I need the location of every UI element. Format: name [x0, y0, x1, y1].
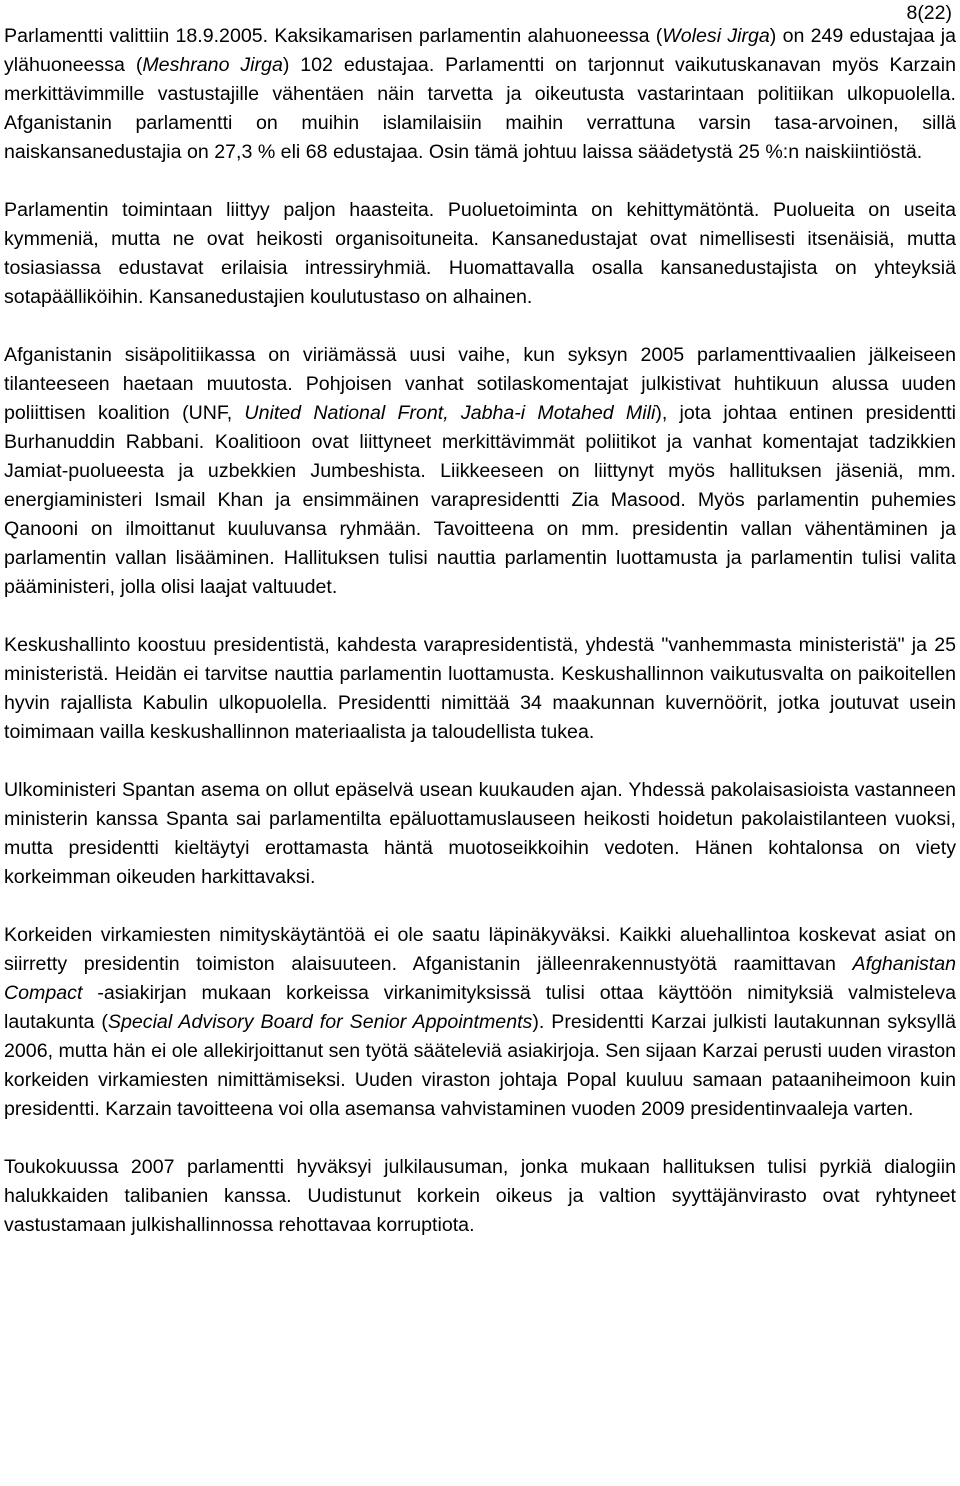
paragraph-appointments	[4, 921, 956, 1124]
text-segment: Afganistanin sisäpolitiikassa on viriämässä uusi vaihe, kun syksyn 2005 parlamenttivaalien jälkeiseen tilanteeseen haetaan muutosta. Pohjoisen vanhat sotilaskomentajat julkistivat huhtikuun alussa uuden poliittisen koalition (UNF,	[4, 344, 956, 424]
text-segment-italic: United National Front, Jabha-i Motahed Mili	[244, 402, 656, 424]
text-segment: Keskushallinto koostuu presidentistä, kahdesta varapresidentistä, yhdestä "vanhemmasta ministeristä" ja 25 ministeristä. Heidän ei tarvitse nauttia parlamentin luottamusta. Keskushallinnon vaikutusvalta on paikoitellen hyvin rajallista Kabulin ulkopuolella. Presidentti nimittää 34 maakunnan kuvernöörit, jotka joutuvat usein toimimaan vailla keskushallinnon materiaalista ja taloudellista tukea.	[4, 634, 956, 743]
paragraph-taliban-dialogue	[4, 1153, 956, 1240]
paragraph-foreign-minister	[4, 776, 956, 892]
text-segment: -asiakirjan mukaan korkeissa virkanimityksissä tulisi ottaa käyttöön nimityksiä valmisteleva lautakunta (	[4, 982, 956, 1033]
text-segment: Toukokuussa 2007 parlamentti hyväksyi julkilausuman, jonka mukaan hallituksen tulisi pyrkiä dialogiin halukkaiden talibanien kanssa. Uudistunut korkein oikeus ja valtion syyttäjänvirasto ovat ryhtyneet vastustamaan julkishallinnossa rehottavaa korruptiota.	[4, 1156, 956, 1236]
text-segment: Parlamentin toimintaan liittyy paljon haasteita. Puoluetoiminta on kehittymätöntä. Puolueita on useita kymmeniä, mutta ne ovat heikosti organisoituneita. Kansanedustajat ovat nimellisesti itsenäisiä, mutta tosiasiassa edustavat erilaisia intressiryhmiä. Huomattavalla osalla kansanedustajista on yhteyksiä sotapäälliköihin. Kansanedustajien koulutustaso on alhainen.	[4, 199, 956, 308]
paragraph-central-government	[4, 631, 956, 747]
text-segment-italic: Special Advisory Board for Senior Appointments	[107, 1011, 533, 1033]
text-segment: Korkeiden virkamiesten nimityskäytäntöä ei ole saatu läpinäkyväksi. Kaikki aluehallintoa koskevat asiat on siirretty presidentin toimiston alaisuuteen. Afganistanin jälleenrakennustyötä raamittavan	[4, 924, 956, 975]
text-segment: Ulkoministeri Spantan asema on ollut epäselvä usean kuukauden ajan. Yhdessä pakolaisasioista vastanneen ministerin kanssa Spanta sai parlamentilta epäluottamuslauseen heikosti hoidetun pakolaistilanteen vuoksi, mutta presidentti kieltäytyi erottamasta häntä muotoseikkoihin vedoten. Hänen kohtalonsa on viety korkeimman oikeuden harkittavaksi.	[4, 779, 956, 888]
text-segment-italic: Meshrano Jirga	[142, 54, 283, 76]
text-segment: Parlamentti valittiin 18.9.2005. Kaksikamarisen parlamentin alahuoneessa (	[4, 25, 663, 47]
paragraph-parliament-election	[4, 22, 956, 167]
page-number: 8(22)	[906, 2, 952, 24]
text-segment: ). Presidentti Karzai julkisti lautakunnan syksyllä 2006, mutta hän ei ole allekirjoittanut sen työtä sääteleviä asiakirjoja. Sen sijaan Karzai perusti uuden viraston korkeiden virkamiesten nimittämiseksi. Uuden viraston johtaja Popal kuuluu samaan pataaniheimoon kuin presidentti. Karzain tavoitteena voi olla asemansa vahvistaminen vuoden 2009 presidentinvaaleja varten.	[4, 1011, 956, 1120]
paragraph-parliament-challenges	[4, 196, 956, 312]
text-segment-italic: Afghanistan Compact	[4, 953, 956, 1004]
document-body	[4, 22, 956, 1240]
text-segment: ), jota johtaa entinen presidentti Burhanuddin Rabbani. Koalitioon ovat liittyneet merkittävimmät poliitikot ja vanhat komentajat tadzikkien Jamiat-puolueesta ja uzbekkien Jumbeshista. Liikkeeseen on liittynyt myös hallituksen jäseniä, mm. energiaministeri Ismail Khan ja ensimmäinen varapresidentti Zia Masood. Myös parlamentin puhemies Qanooni on ilmoittanut kuuluvansa ryhmään. Tavoitteena on mm. presidentin vallan vähentäminen ja parlamentin vallan lisääminen. Hallituksen tulisi nauttia parlamentin luottamusta ja parlamentin tulisi valita pääministeri, jolla olisi laajat valtuudet.	[4, 402, 956, 598]
paragraph-domestic-politics	[4, 341, 956, 602]
text-segment: ) on 249 edustajaa ja ylähuoneessa (	[4, 25, 957, 76]
text-segment: ) 102 edustajaa. Parlamentti on tarjonnut vaikutuskanavan myös Karzain merkittävimmille vastustajille vähentäen näin tarvetta ja oikeutusta vastarintaan politiikan ulkopuolella. Afganistanin parlamentti on muihin islamilaisiin maihin verrattuna varsin tasa-arvoinen, sillä naiskansanedustajia on 27,3 % eli 68 edustajaa. Osin tämä johtuu laissa säädetystä 25 %:n naiskiintiöstä.	[4, 54, 956, 163]
text-segment-italic: Wolesi Jirga	[662, 25, 770, 47]
